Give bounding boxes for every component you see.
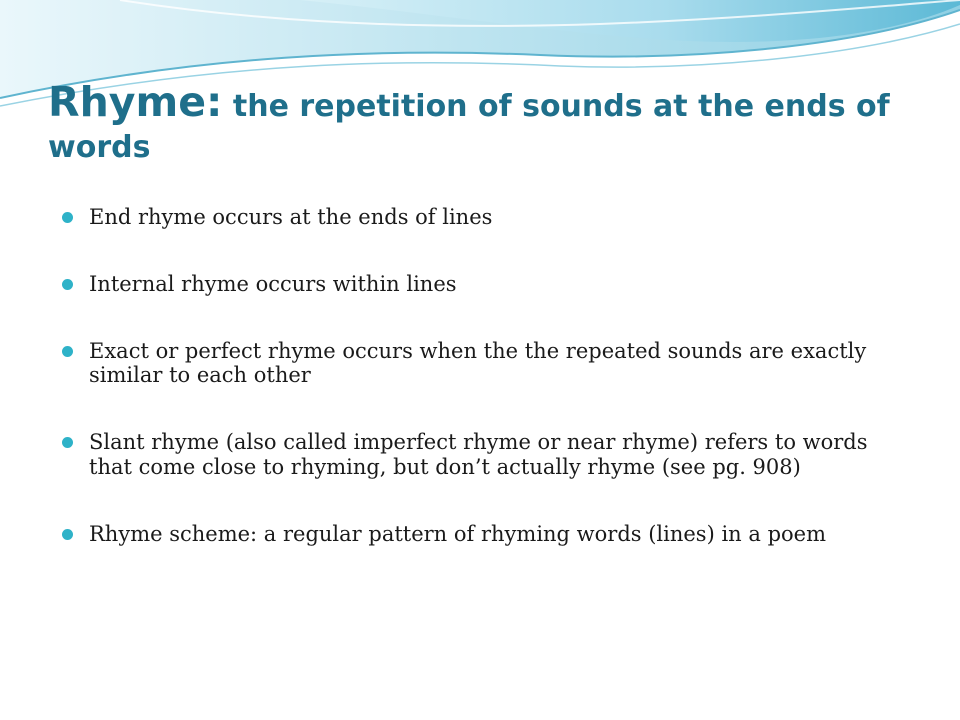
bullet-dot-icon: [62, 529, 73, 540]
bullet-item: [62, 339, 892, 389]
bullet-item: [62, 272, 892, 297]
bullet-text: Internal rhyme occurs within lines: [89, 271, 457, 296]
bullet-dot-icon: [62, 212, 73, 223]
bullet-item: [62, 522, 892, 547]
bullet-text: Rhyme scheme: a regular pattern of rhyming words (lines) in a poem: [89, 521, 826, 546]
bullet-text: End rhyme occurs at the ends of lines: [89, 205, 493, 229]
slide-title: [48, 78, 908, 166]
title-definition: the repetition of sounds at the ends of words: [48, 89, 890, 166]
bullet-dot-icon: [62, 279, 73, 290]
bullet-item: [62, 205, 892, 230]
bullet-item: [62, 430, 892, 480]
bullet-text: Exact or perfect rhyme occurs when the the repeated sounds are exactly similar to each other: [89, 338, 867, 388]
title-term: Rhyme:: [48, 78, 223, 126]
bullet-dot-icon: [62, 346, 73, 357]
bullet-list: [62, 205, 892, 546]
bullet-dot-icon: [62, 437, 73, 448]
bullet-text: Slant rhyme (also called imperfect rhyme or near rhyme) refers to words that come close to rhyming, but don’t actually rhyme (see pg. 908): [89, 430, 868, 479]
